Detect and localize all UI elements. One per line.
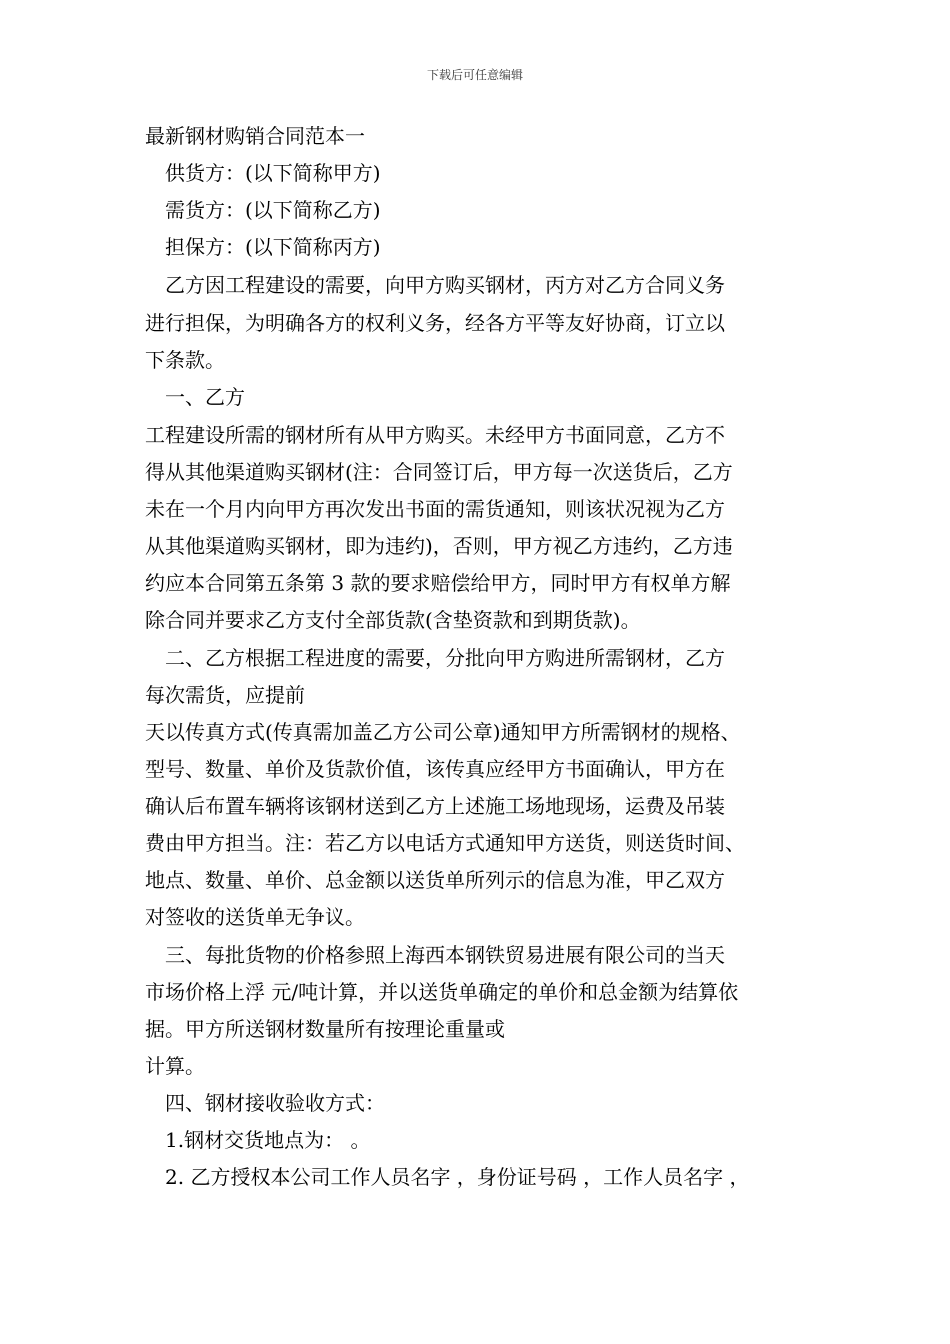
intro-line: 下条款。: [145, 348, 225, 372]
page-header: 下载后可任意编辑: [426, 68, 523, 82]
party-buyer: 需货方：(以下简称乙方): [165, 198, 381, 222]
intro-line: 乙方因工程建设的需要，向甲方购买钢材，丙方对乙方合同义务: [165, 273, 725, 297]
section-1-line: 得从其他渠道购买钢材(注：合同签订后，甲方每一次送货后，乙方: [145, 460, 733, 484]
section-4-heading: 四、钢材接收验收方式：: [165, 1091, 385, 1115]
section-3-line: 市场价格上浮 元/吨计算，并以送货单确定的单价和总金额为结算依: [145, 980, 739, 1004]
section-1-heading: 一、乙方: [165, 385, 245, 409]
party-guarantor: 担保方：(以下简称丙方): [165, 235, 381, 259]
section-2-line: 对签收的送货单无争议。: [145, 905, 365, 929]
section-2-line: 地点、数量、单价、总金额以送货单所列示的信息为准，甲乙双方: [145, 868, 725, 892]
party-supplier: 供货方：(以下简称甲方): [165, 161, 381, 185]
section-2-line: 型号、数量、单价及货款价值，该传真应经甲方书面确认，甲方在: [145, 757, 725, 781]
section-1-line: 未在一个月内向甲方再次发出书面的需货通知，则该状况视为乙方: [145, 497, 725, 521]
section-2-line: 确认后布置车辆将该钢材送到乙方上述施工场地现场，运费及吊装: [145, 794, 725, 818]
section-2-line: 天以传真方式(传真需加盖乙方公司公章)通知甲方所需钢材的规格、: [145, 720, 741, 744]
section-2-line: 费由甲方担当。注：若乙方以电话方式通知甲方送货，则送货时间、: [145, 831, 745, 855]
section-1-line: 约应本合同第五条第 3 款的要求赔偿给甲方，同时甲方有权单方解: [145, 571, 731, 595]
section-3-line: 计算。: [145, 1054, 205, 1078]
section-3-line: 三、每批货物的价格参照上海西本钢铁贸易进展有限公司的当天: [165, 943, 725, 967]
section-1-line: 从其他渠道购买钢材，即为违约)，否则，甲方视乙方违约，乙方违: [145, 534, 733, 558]
document-title: 最新钢材购销合同范本一: [145, 124, 365, 148]
section-1-line: 除合同并要求乙方支付全部货款(含垫资款和到期货款)。: [145, 608, 641, 632]
section-4-item: 2. 乙方授权本公司工作人员名字 ，身份证号码 ，工作人员名字 ，: [165, 1165, 750, 1189]
intro-line: 进行担保，为明确各方的权利义务，经各方平等友好协商，订立以: [145, 311, 725, 335]
section-2-line: 每次需货，应提前: [145, 683, 305, 707]
section-1-line: 工程建设所需的钢材所有从甲方购买。未经甲方书面同意，乙方不: [145, 423, 725, 447]
section-4-item: 1.钢材交货地点为： 。: [165, 1128, 371, 1152]
section-2-line: 二、乙方根据工程进度的需要，分批向甲方购进所需钢材，乙方: [165, 646, 725, 670]
section-3-line: 据。甲方所送钢材数量所有按理论重量或: [145, 1017, 505, 1041]
